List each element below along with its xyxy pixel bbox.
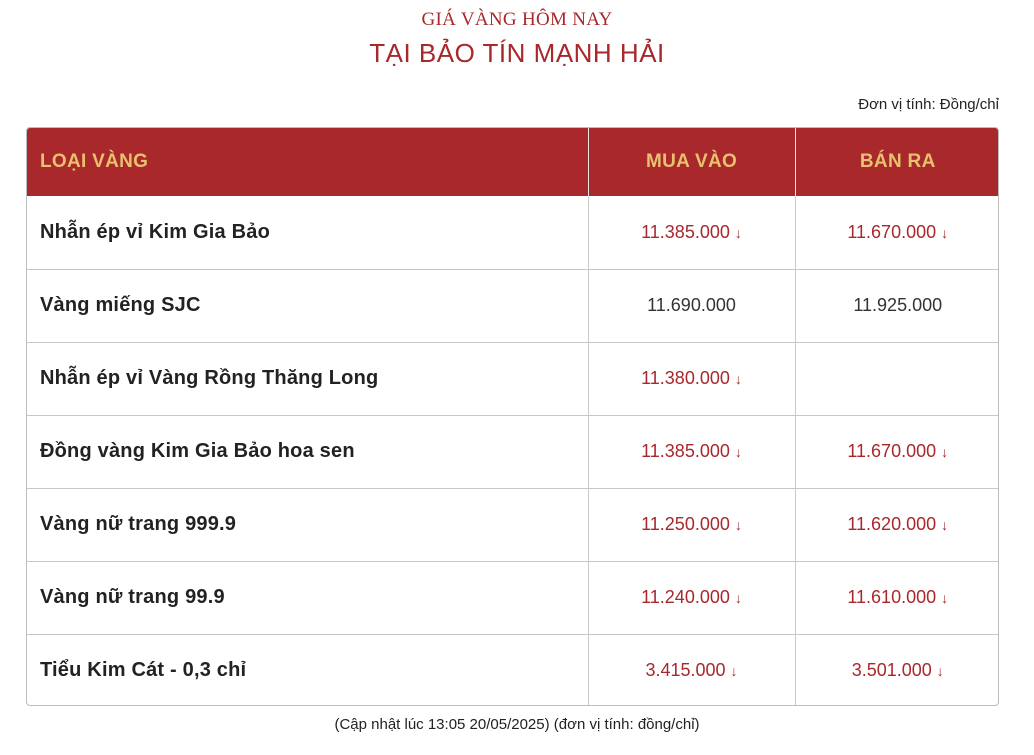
arrow-down-icon: ↓ <box>941 590 949 606</box>
sell-price-cell <box>795 342 999 415</box>
arrow-down-icon: ↓ <box>941 444 949 460</box>
gold-type-name: Tiểu Kim Cát - 0,3 chỉ <box>27 634 588 706</box>
arrow-down-icon: ↓ <box>734 517 742 533</box>
buy-price: 3.415.000 <box>645 660 726 681</box>
table-row <box>27 342 999 415</box>
sell-price: 3.501.000 <box>851 660 932 681</box>
buy-price: 11.240.000 <box>641 587 730 607</box>
arrow-down-icon: ↓ <box>730 663 738 680</box>
update-note: (Cập nhật lúc 13:05 20/05/2025) (đơn vị tính: đồng/chỉ) <box>334 716 700 733</box>
table-row <box>27 196 999 269</box>
buy-price-cell <box>588 196 795 269</box>
sell-price: 11.925.000 <box>853 295 943 315</box>
column-header-buy: MUA VÀO <box>588 128 795 196</box>
gold-price-table <box>26 127 999 706</box>
table-row <box>27 561 999 634</box>
sell-price-cell <box>795 196 999 269</box>
sell-price-cell <box>795 634 999 706</box>
table-row <box>27 415 999 488</box>
buy-price: 11.250.000 <box>641 514 730 534</box>
arrow-down-icon: ↓ <box>936 663 944 680</box>
buy-price-cell <box>588 415 795 488</box>
sell-price: 11.620.000 <box>847 514 937 534</box>
buy-price-cell <box>588 269 795 342</box>
arrow-down-icon: ↓ <box>734 590 742 606</box>
sell-price-cell <box>795 561 999 634</box>
sell-price: 11.610.000 <box>847 587 937 607</box>
buy-price: 11.385.000 <box>641 221 730 242</box>
page-subtitle: GIÁ VÀNG HÔM NAY <box>421 9 613 30</box>
sell-price-cell <box>795 269 999 342</box>
gold-type-name: Vàng miếng SJC <box>27 269 588 342</box>
column-header-sell: BÁN RA <box>859 151 936 172</box>
arrow-down-icon: ↓ <box>734 224 742 241</box>
gold-type-name: Nhẫn ép vỉ Vàng Rồng Thăng Long <box>27 342 588 415</box>
gold-type-name: Vàng nữ trang 999.9 <box>27 488 588 561</box>
column-header-gold-type: LOẠI VÀNG <box>27 128 588 196</box>
arrow-down-icon: ↓ <box>941 224 949 241</box>
buy-price-cell <box>588 488 795 561</box>
sell-price: 11.670.000 <box>847 441 937 461</box>
buy-price-cell <box>588 561 795 634</box>
buy-price: 11.380.000 <box>641 368 730 388</box>
page-title: TẠI BẢO TÍN MẠNH HẢI <box>369 38 665 68</box>
table-header-row <box>27 128 999 196</box>
arrow-down-icon: ↓ <box>734 371 742 387</box>
table-row <box>27 634 999 706</box>
sell-price-cell <box>795 415 999 488</box>
table-row <box>27 488 999 561</box>
buy-price: 11.690.000 <box>647 295 736 315</box>
unit-note: Đơn vị tính: Đồng/chỉ <box>858 96 999 113</box>
gold-type-name: Nhẫn ép vỉ Kim Gia Bảo <box>27 196 588 269</box>
sell-price: 11.670.000 <box>847 221 937 242</box>
gold-type-name: Đồng vàng Kim Gia Bảo hoa sen <box>27 415 588 488</box>
sell-price-cell <box>795 488 999 561</box>
buy-price-cell <box>588 634 795 706</box>
buy-price-cell <box>588 342 795 415</box>
arrow-down-icon: ↓ <box>941 517 949 533</box>
buy-price: 11.385.000 <box>641 441 730 461</box>
table-row <box>27 269 999 342</box>
gold-type-name: Vàng nữ trang 99.9 <box>27 561 588 634</box>
arrow-down-icon: ↓ <box>734 444 742 460</box>
